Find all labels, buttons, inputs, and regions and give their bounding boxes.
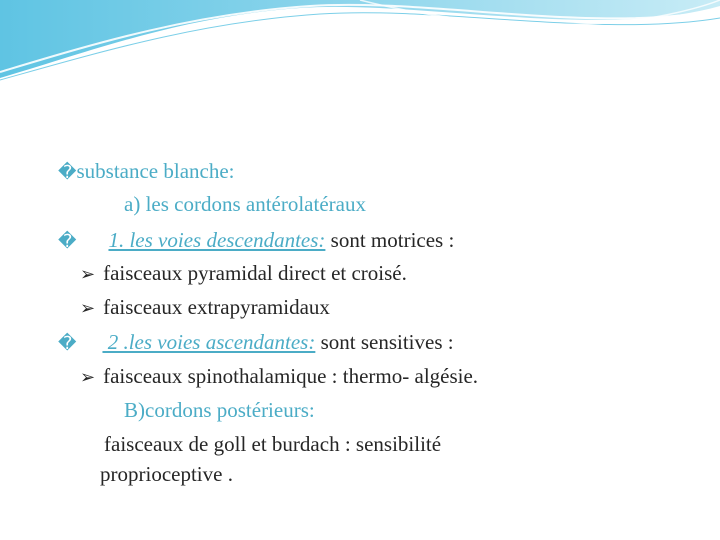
- section-b-title: B)cordons postérieurs:: [124, 398, 315, 422]
- item-2-label: 2 .les voies ascendantes:: [102, 330, 316, 354]
- sub-item-3-text: faisceaux spinothalamique : thermo- algésie.: [103, 364, 479, 388]
- bullet-icon: �: [58, 231, 77, 252]
- paragraph-line-1: faisceaux de goll et burdach : sensibilité: [104, 432, 442, 456]
- arrow-bullet-icon: ➢: [80, 367, 96, 388]
- paragraph-line-2: proprioceptive .: [100, 462, 233, 486]
- sub-item-2: [80, 293, 330, 323]
- item-1-description: sont motrices :: [325, 228, 455, 252]
- sub-item-1-text: faisceaux pyramidal direct et croisé.: [103, 261, 407, 285]
- heading-line: [58, 157, 235, 187]
- bullet-icon: �: [58, 162, 77, 183]
- section-a-title: a) les cordons antérolatéraux: [124, 192, 366, 216]
- item-2: [58, 328, 454, 358]
- arrow-bullet-icon: ➢: [80, 264, 96, 285]
- item-1: [58, 226, 454, 256]
- sub-item-1: [80, 259, 407, 289]
- item-1-label: 1. les voies descendantes:: [108, 228, 326, 252]
- arrow-bullet-icon: ➢: [80, 298, 96, 319]
- item-2-description: sont sensitives :: [315, 330, 454, 354]
- bullet-icon: �: [58, 333, 77, 354]
- heading-text: substance blanche:: [76, 159, 235, 183]
- sub-item-2-text: faisceaux extrapyramidaux: [103, 295, 330, 319]
- sub-item-3: [80, 362, 478, 392]
